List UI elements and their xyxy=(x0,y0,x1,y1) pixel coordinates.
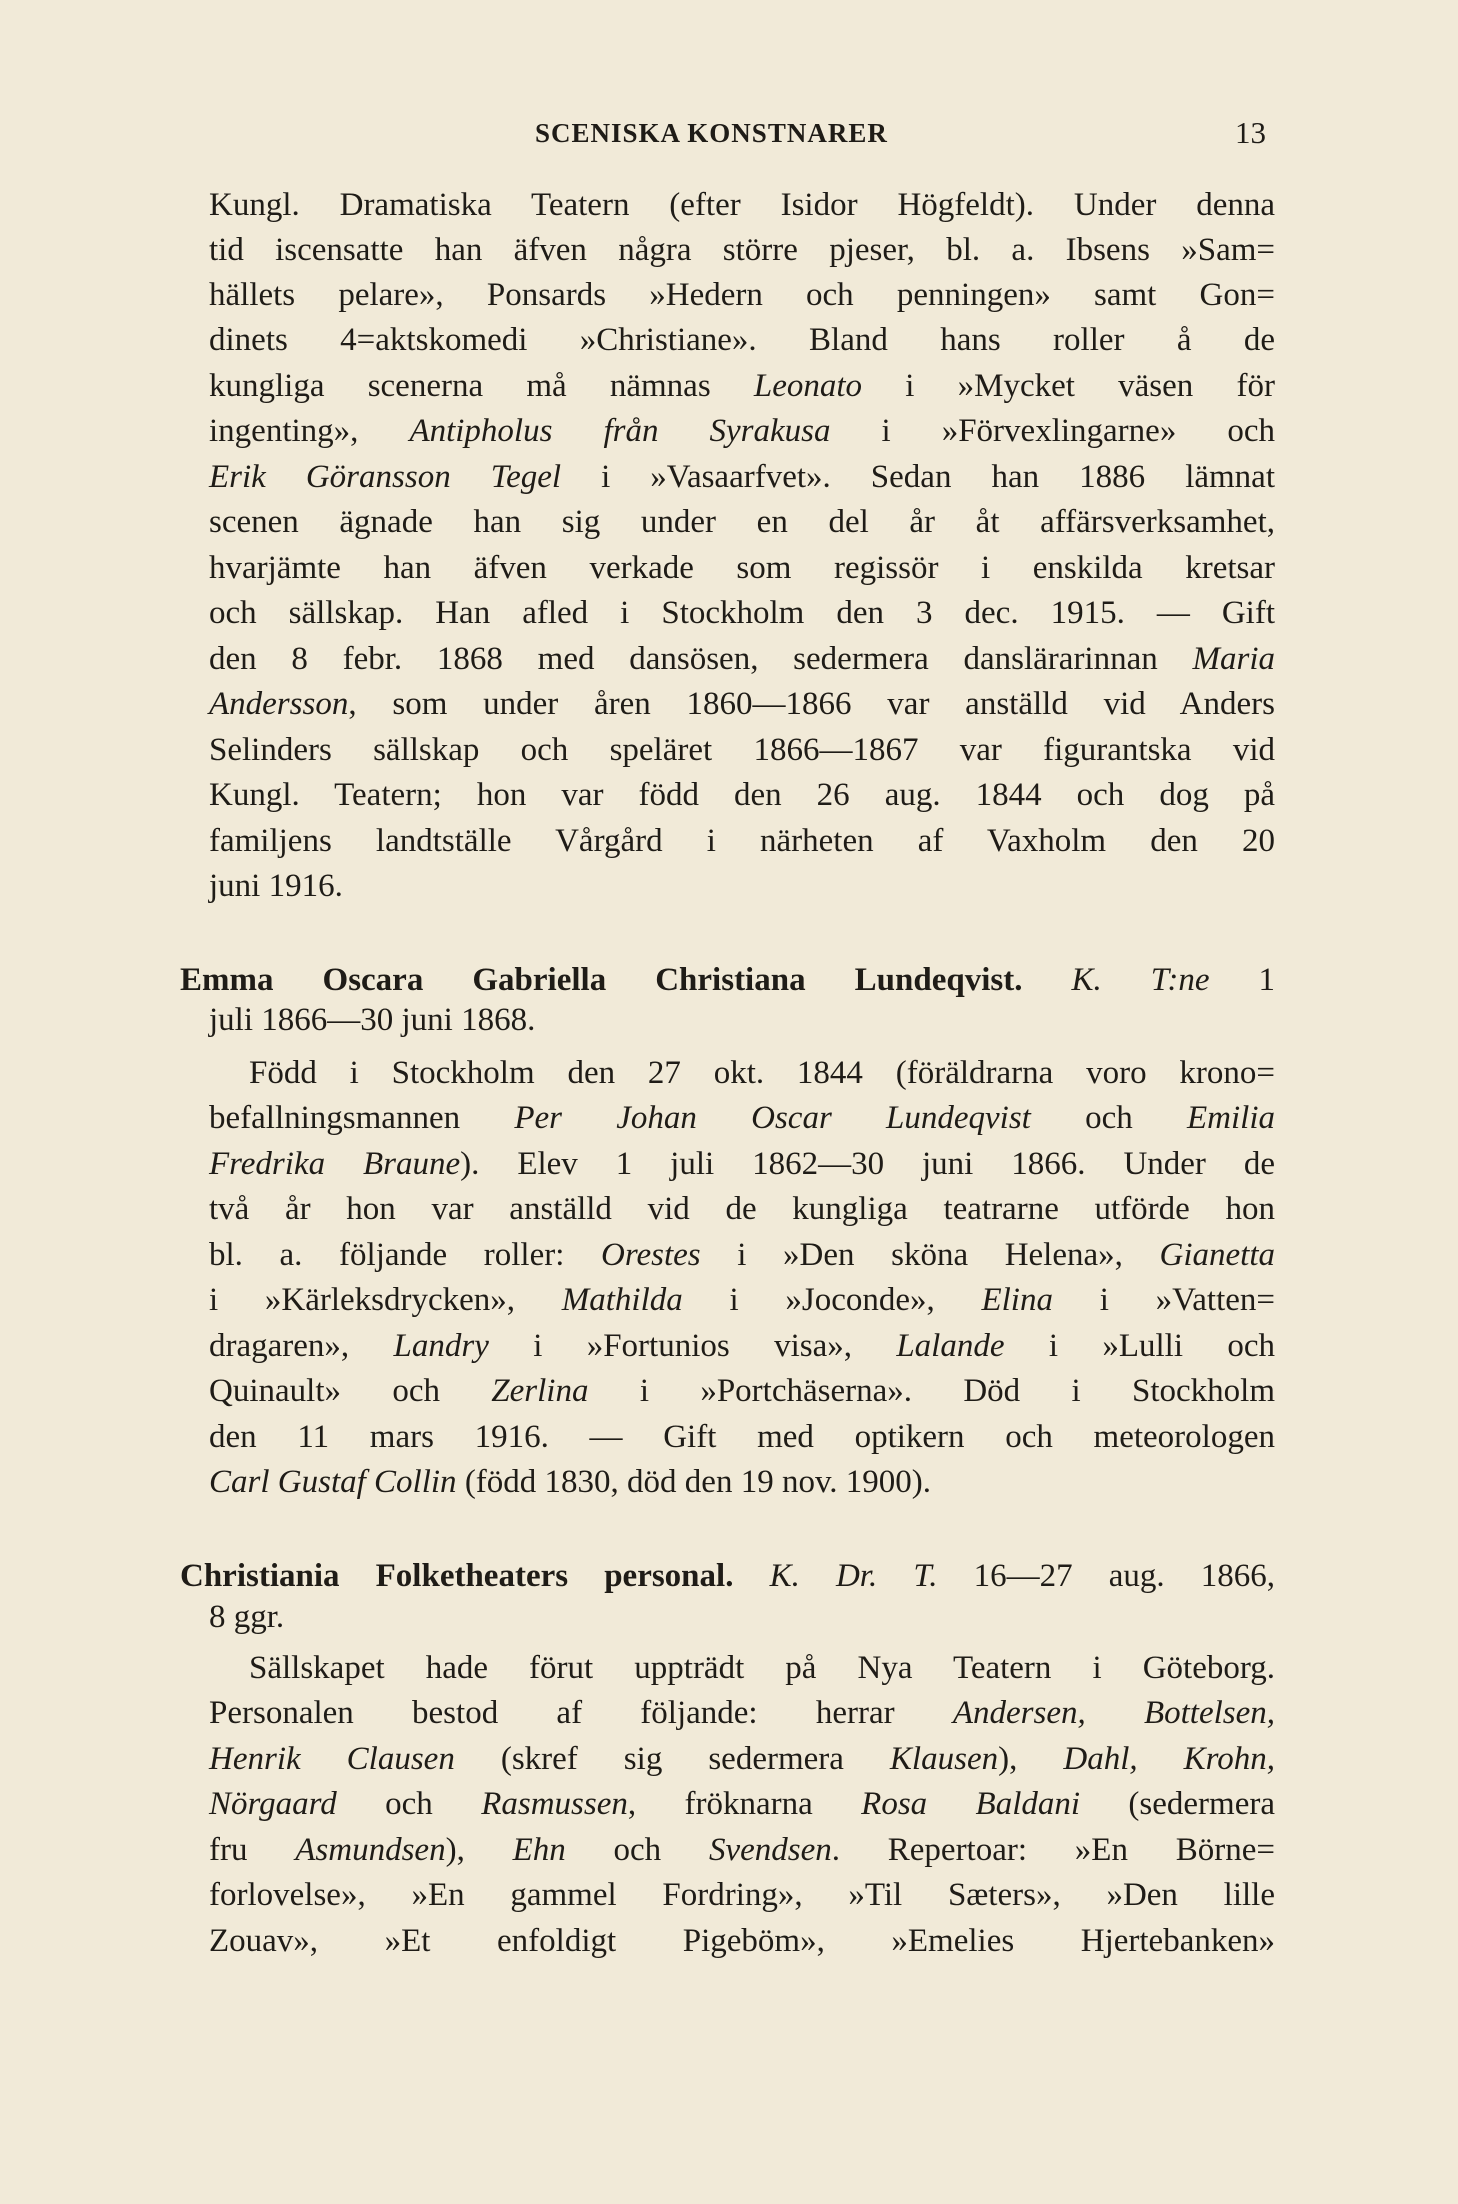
italic-text: Antipholus från Syrakusa xyxy=(409,413,831,449)
text-run: Selinders sällskap och speläret 1866—1867 var figurantska vid xyxy=(209,732,1275,768)
text-line xyxy=(209,500,1275,545)
text-run: 1 xyxy=(1209,962,1276,998)
text-run: (sedermera xyxy=(1080,1786,1276,1822)
text-run: och xyxy=(565,1832,709,1868)
italic-text: Erik Göransson Tegel xyxy=(209,459,562,495)
text-run: Kungl. Dramatiska Teatern (efter Isidor Högfeldt). Under denna xyxy=(209,187,1275,223)
text-line xyxy=(209,1233,1275,1278)
italic-text: Andersson xyxy=(209,686,349,722)
text-run: bl. a. följande roller: xyxy=(209,1237,602,1273)
italic-text: Dahl, Krohn, xyxy=(1063,1741,1275,1777)
italic-text: Orestes xyxy=(601,1237,701,1273)
text-line xyxy=(209,183,1275,228)
text-line xyxy=(209,1919,1275,1964)
entry-heading xyxy=(180,958,1275,1003)
text-line xyxy=(209,364,1275,409)
italic-text: Carl Gustaf Collin xyxy=(209,1464,457,1500)
text-line xyxy=(209,1460,1275,1505)
text-run: ingenting», xyxy=(209,413,410,449)
text-run: i »Fortunios visa», xyxy=(488,1328,897,1364)
text-run: två år hon var anställd vid de kungliga teatrarne utförde hon xyxy=(209,1191,1275,1227)
text-line xyxy=(209,1278,1275,1323)
text-line xyxy=(209,819,1275,864)
text-line xyxy=(209,409,1275,454)
text-run: Personalen bestod af följande: herrar xyxy=(209,1695,953,1731)
italic-text: Leonato xyxy=(753,368,863,404)
text-run: i »Den sköna Helena», xyxy=(700,1237,1160,1273)
text-line xyxy=(209,273,1275,318)
text-line xyxy=(209,1737,1275,1782)
text-line xyxy=(209,318,1275,363)
text-run: Kungl. Teatern; hon var född den 26 aug. 1844 och dog på xyxy=(209,777,1275,813)
text-run: juli 1866—30 juni 1868. xyxy=(209,1002,536,1038)
text-line xyxy=(249,1051,1275,1096)
text-line xyxy=(249,1646,1275,1691)
text-run: i »Mycket väsen för xyxy=(862,368,1275,404)
italic-text: Emilia xyxy=(1187,1100,1275,1136)
text-run xyxy=(733,1558,769,1594)
text-line xyxy=(209,728,1275,773)
text-run: den 11 mars 1916. — Gift med optikern och meteorologen xyxy=(209,1419,1275,1455)
italic-text: Rosa Baldani xyxy=(861,1786,1081,1822)
text-run: i »Joconde», xyxy=(682,1282,982,1318)
text-run: dinets 4=aktskomedi »Christiane». Bland hans roller å de xyxy=(209,322,1275,358)
text-run: och xyxy=(1030,1100,1187,1136)
italic-text: K. Dr. T. xyxy=(769,1558,938,1594)
text-run: forlovelse», »En gammel Fordring», »Til Sæters», »Den lille xyxy=(209,1877,1275,1913)
text-line xyxy=(209,682,1275,727)
italic-text: Per Johan Oscar Lundeqvist xyxy=(514,1100,1031,1136)
text-line xyxy=(209,637,1275,682)
text-run: i »Lulli och xyxy=(1004,1328,1275,1364)
text-run xyxy=(1022,962,1071,998)
italic-text: Asmundsen xyxy=(295,1832,446,1868)
italic-text: Ehn xyxy=(512,1832,566,1868)
text-run: juni 1916. xyxy=(209,868,343,904)
text-run: hällets pelare», Ponsards »Hedern och penningen» samt Gon= xyxy=(209,277,1275,313)
italic-text: Fredrika Braune xyxy=(209,1146,461,1182)
text-run: fru xyxy=(209,1832,296,1868)
text-run: . Repertoar: »En Börne= xyxy=(831,1832,1275,1868)
text-run: kungliga scenerna må nämnas xyxy=(209,368,754,404)
text-run: Quinault» och xyxy=(209,1373,492,1409)
italic-text: Maria xyxy=(1192,641,1275,677)
text-line xyxy=(209,773,1275,818)
text-run: och xyxy=(336,1786,482,1822)
text-run: tid iscensatte han äfven några större pjeser, bl. a. Ibsens »Sam= xyxy=(209,232,1275,268)
text-line xyxy=(209,1873,1275,1918)
text-run: Född i Stockholm den 27 okt. 1844 (föräldrarna voro krono= xyxy=(249,1055,1275,1091)
entry-name: Christiania Folketheaters personal. xyxy=(180,1558,734,1594)
italic-text: Lalande xyxy=(896,1328,1005,1364)
italic-text: Rasmussen xyxy=(481,1786,628,1822)
text-run: , fröknarna xyxy=(627,1786,862,1822)
entry-heading xyxy=(180,1554,1275,1599)
text-run: 16—27 aug. 1866, xyxy=(937,1558,1276,1594)
text-run: (skref sig sedermera xyxy=(454,1741,890,1777)
text-line xyxy=(209,1595,1275,1640)
text-run: i »Portchäserna». Död i Stockholm xyxy=(588,1373,1275,1409)
page-number: 13 xyxy=(1235,115,1266,150)
text-line xyxy=(209,864,1275,909)
text-run: Sällskapet hade förut uppträdt på Nya Teatern i Göteborg. xyxy=(249,1650,1275,1686)
text-line xyxy=(209,455,1275,500)
text-run: i »Vatten= xyxy=(1052,1282,1276,1318)
text-line xyxy=(209,1369,1275,1414)
italic-text: Klausen xyxy=(889,1741,999,1777)
text-run: familjens landtställe Vårgård i närheten af Vaxholm den 20 xyxy=(209,823,1275,859)
italic-text: Andersen, Bottelsen, xyxy=(952,1695,1276,1731)
entry-name: Emma Oscara Gabriella Christiana Lundeqvist. xyxy=(180,962,1023,998)
text-line xyxy=(209,998,1275,1043)
italic-text: Svendsen xyxy=(708,1832,832,1868)
italic-text: Henrik Clausen xyxy=(209,1741,455,1777)
italic-text: Landry xyxy=(393,1328,489,1364)
italic-text: Nörgaard xyxy=(209,1786,337,1822)
text-run: i »Förvexlingarne» och xyxy=(830,413,1275,449)
text-line xyxy=(209,1142,1275,1187)
italic-text: K. T:ne xyxy=(1071,962,1210,998)
text-run: 8 ggr. xyxy=(209,1599,285,1635)
text-line xyxy=(209,228,1275,273)
text-run: ). Elev 1 juli 1862—30 juni 1866. Under de xyxy=(460,1146,1275,1182)
text-run: hvarjämte han äfven verkade som regissör i enskilda kretsar xyxy=(209,550,1275,586)
text-run: (född 1830, död den 19 nov. 1900). xyxy=(456,1464,932,1500)
text-line xyxy=(209,1782,1275,1827)
italic-text: Mathilda xyxy=(561,1282,683,1318)
text-line xyxy=(209,1691,1275,1736)
italic-text: Gianetta xyxy=(1159,1237,1275,1273)
text-run: den 8 febr. 1868 med dansösen, sedermera danslärarinnan xyxy=(209,641,1193,677)
text-line xyxy=(209,1324,1275,1369)
text-run: ), xyxy=(998,1741,1064,1777)
text-line xyxy=(209,546,1275,591)
text-run: scenen ägnade han sig under en del år åt affärsverksamhet, xyxy=(209,504,1275,540)
text-run: dragaren», xyxy=(209,1328,394,1364)
running-head: SCENISKA KONSTNARER xyxy=(535,118,888,148)
italic-text: Zerlina xyxy=(491,1373,589,1409)
text-line xyxy=(209,1187,1275,1232)
text-run: ), xyxy=(445,1832,513,1868)
text-line xyxy=(209,1096,1275,1141)
text-run: befallningsmannen xyxy=(209,1100,515,1136)
text-line xyxy=(209,1415,1275,1460)
text-run: , som under åren 1860—1866 var anställd vid Anders xyxy=(348,686,1275,722)
text-run: och sällskap. Han afled i Stockholm den 3 dec. 1915. — Gift xyxy=(209,595,1275,631)
italic-text: Elina xyxy=(981,1282,1053,1318)
text-line xyxy=(209,1828,1275,1873)
text-run: i »Kärleksdrycken», xyxy=(209,1282,562,1318)
text-run: Zouav», »Et enfoldigt Pigeböm», »Emelies Hjertebanken» xyxy=(209,1923,1275,1959)
text-line xyxy=(209,591,1275,636)
text-run: i »Vasaarfvet». Sedan han 1886 lämnat xyxy=(561,459,1275,495)
